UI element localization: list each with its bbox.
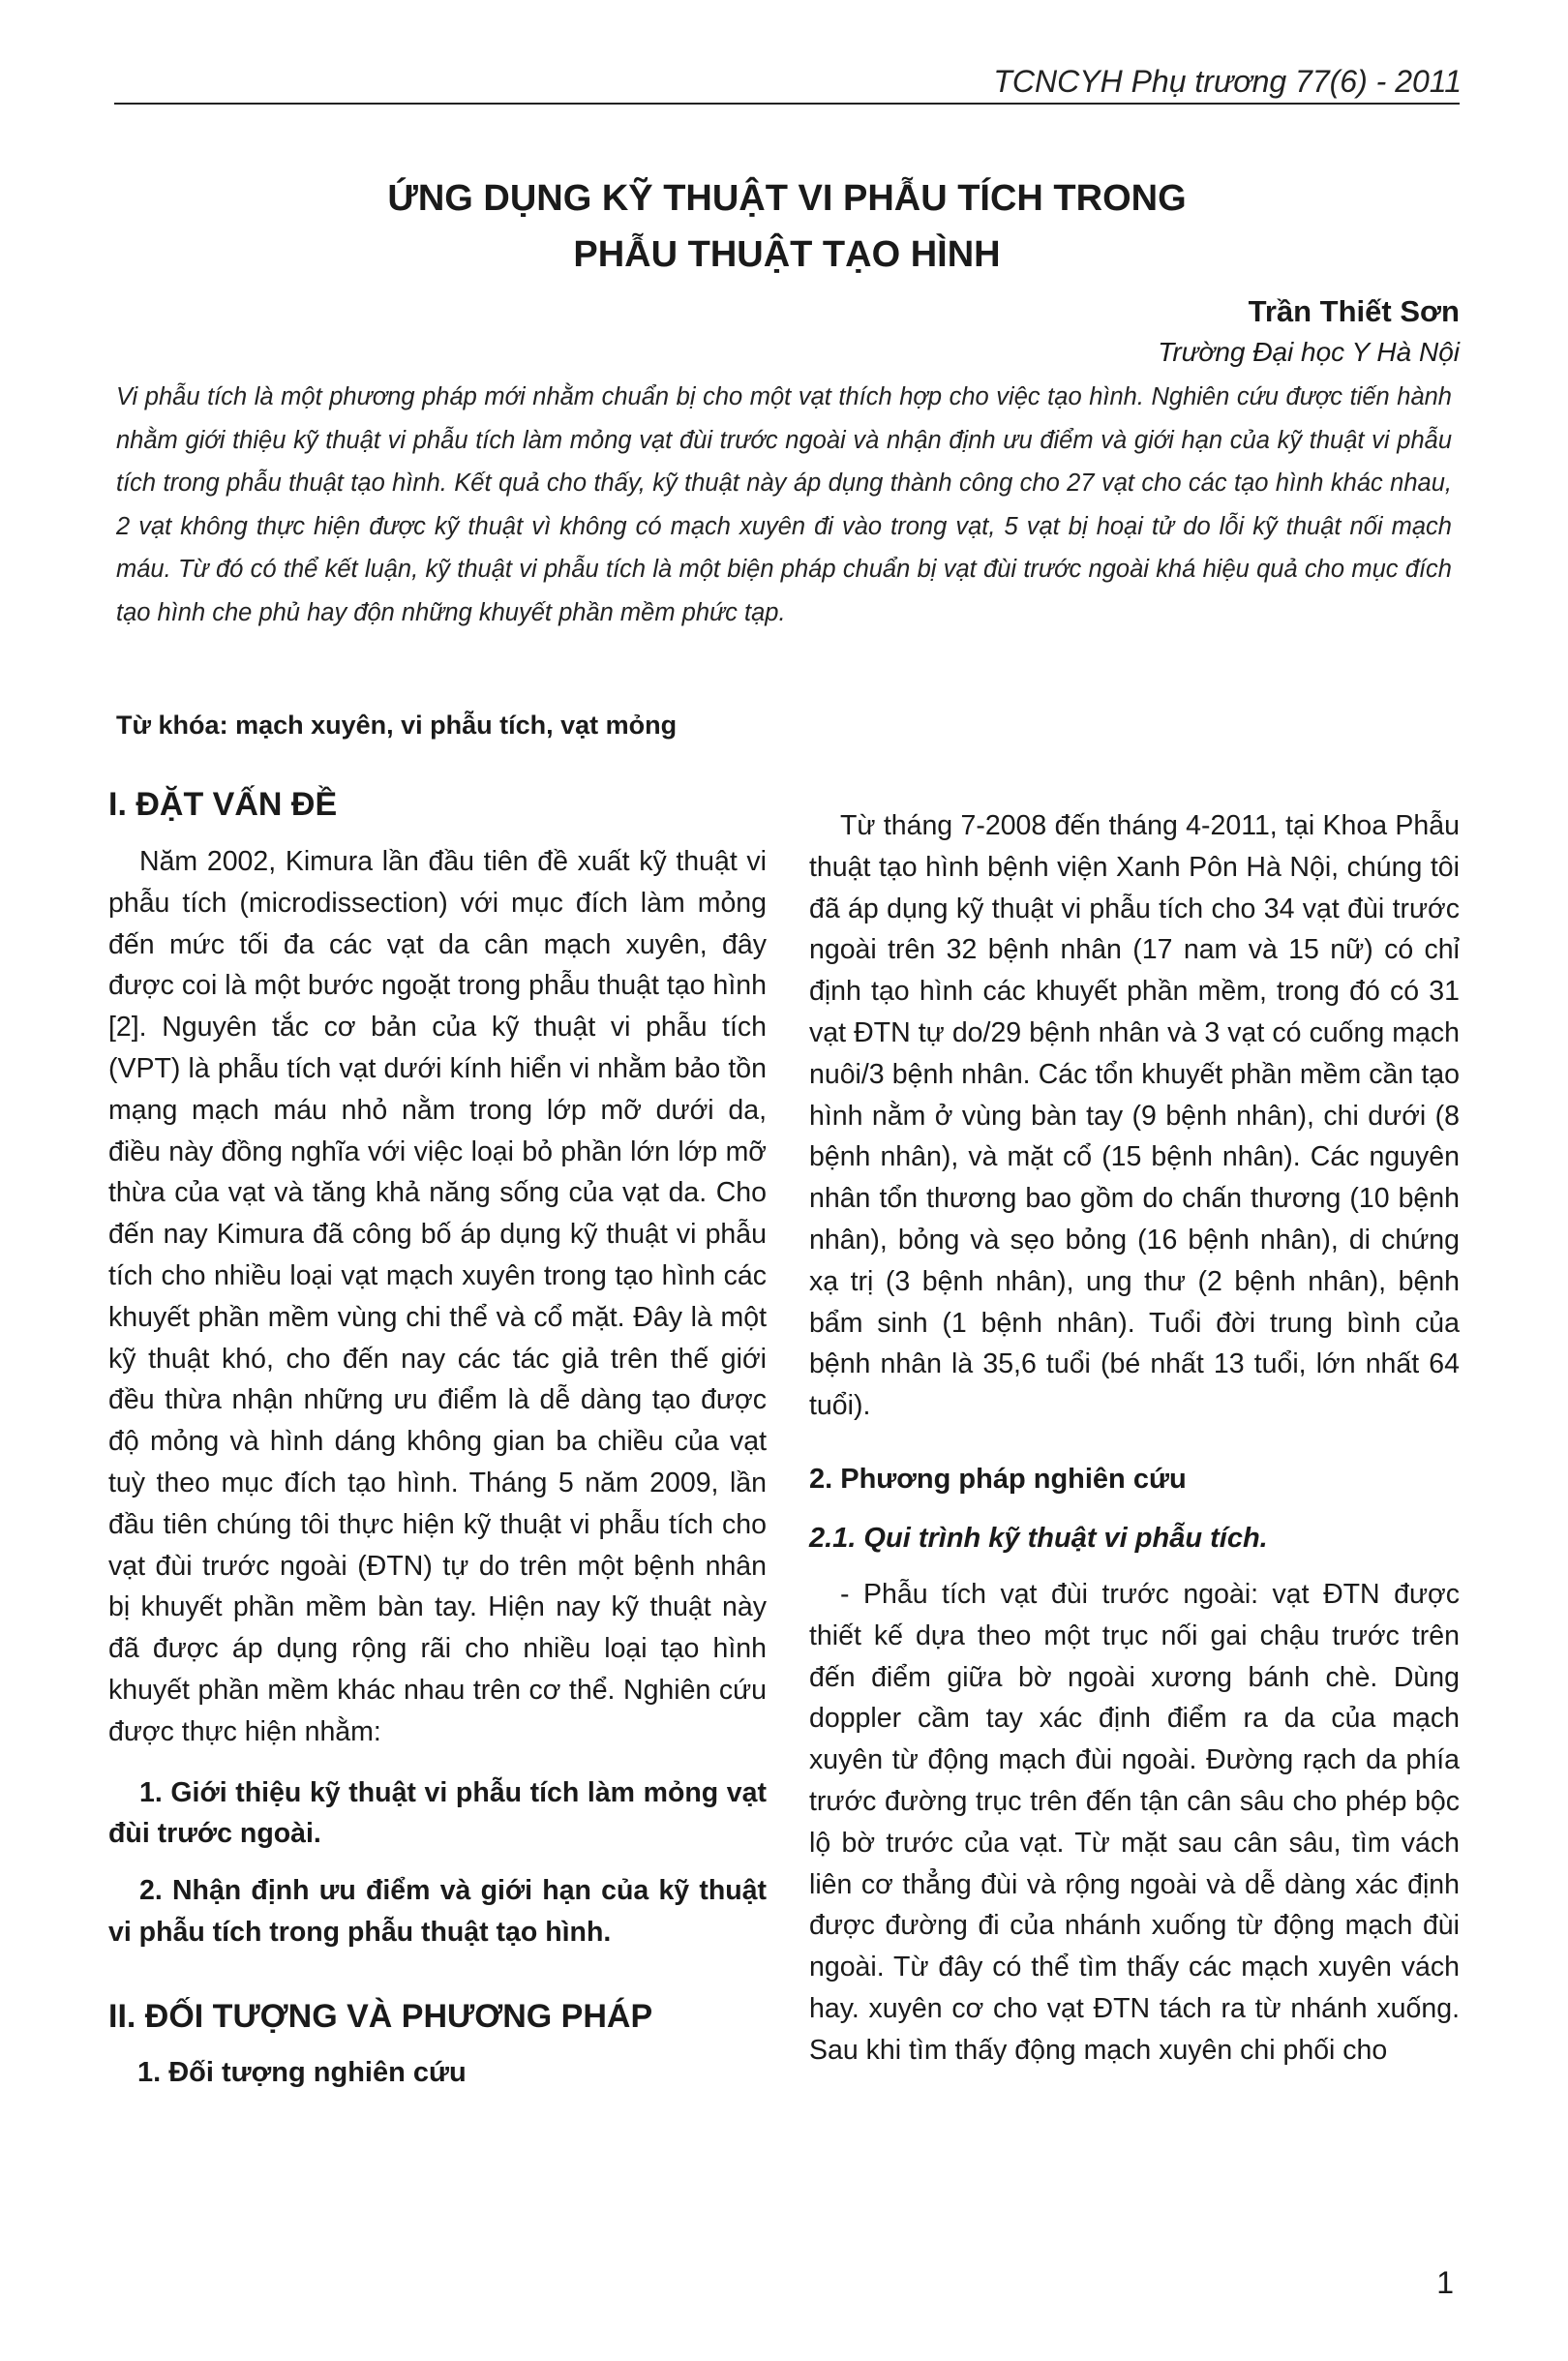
objective-1: 1. Giới thiệu kỹ thuật vi phẫu tích làm mỏng vạt đùi trước ngoài. — [108, 1776, 767, 1850]
author-name: Trần Thiết Sơn — [1248, 294, 1460, 328]
section-2-heading: II. ĐỐI TƯỢNG VÀ PHƯƠNG PHÁP — [108, 1997, 653, 2035]
header-rule — [114, 103, 1460, 105]
page-number: 1 — [1436, 2265, 1454, 2300]
journal-header: TCNCYH Phụ trương 77(6) - 2011 — [993, 64, 1462, 99]
keywords-value: mạch xuyên, vi phẫu tích, vạt mỏng — [227, 711, 678, 740]
article-title — [114, 170, 1460, 283]
subsection-1-heading: 1. Đối tượng nghiên cứu — [137, 2056, 467, 2088]
author-block — [1158, 290, 1460, 372]
abstract: Vi phẫu tích là một phương pháp mới nhằm chuẩn bị cho một vạt thích hợp cho việc tạo hình. Nghiên cứu được tiến hành nhằm giới thiệu kỹ thuật vi phẫu tích làm mỏng vạt đùi trước ngoài và nhận định ưu điểm và giới hạn của kỹ thuật vi phẫu tích trong phẫu thuật tạo hình. Kết quả cho thấy, kỹ thuật này áp dụng thành công cho 27 vạt cho các tạo hình khác nhau, 2 vạt không thực hiện được kỹ thuật vì không có mạch xuyên đi vào trong vạt, 5 vạt bị hoại tử do lỗi kỹ thuật nối mạch máu. Từ đó có thể kết luận, kỹ thuật vi phẫu tích là một biện pháp chuẩn bị vạt đùi trước ngoài khá hiệu quả cho mục đích tạo hình che phủ hay độn những khuyết phần mềm phức tạp. — [116, 383, 1452, 626]
subsection-2-1-heading: 2.1. Qui trình kỹ thuật vi phẫu tích. — [809, 1522, 1268, 1554]
title-line-2: PHẪU THUẬT TẠO HÌNH — [573, 234, 1001, 275]
title-line-1: ỨNG DỤNG KỸ THUẬT VI PHẪU TÍCH TRONG — [387, 178, 1187, 219]
section-1-paragraph: Năm 2002, Kimura lần đầu tiên đề xuất kỹ thuật vi phẫu tích (microdissection) với mục đích làm mỏng đến mức tối đa các vạt da cân mạch xuyên, đây được coi là một bước ngoặt trong phẫu thuật tạo hình [2]. Nguyên tắc cơ bản của kỹ thuật vi phẫu tích (VPT) là phẫu tích vạt dưới kính hiển vi nhằm bảo tồn mạng mạch máu nhỏ nằm trong lớp mỡ dưới da, điều này đồng nghĩa với việc loại bỏ phần lớn lớp mỡ thừa của vạt và tăng khả năng sống của vạt da. Cho đến nay Kimura đã công bố áp dụng kỹ thuật vi phẫu tích cho nhiều loại vạt mạch xuyên trong tạo hình các khuyết phần mềm vùng chi thể và cổ mặt. Đây là một kỹ thuật khó, cho đến nay các tác giả trên thế giới đều thừa nhận những ưu điểm là dễ dàng tạo được độ mỏng và hình dáng không gian ba chiều của vạt tuỳ theo mục đích tạo hình. Tháng 5 năm 2009, lần đầu tiên chúng tôi thực hiện kỹ thuật vi phẫu tích cho vạt đùi trước ngoài (ĐTN) tự do trên một bệnh nhân bị khuyết phần mềm bàn tay. Hiện nay kỹ thuật này đã được áp dụng rộng rãi cho nhiều loại tạo hình khuyết phần mềm khác nhau trên cơ thể. Nghiên cứu được thực hiện nhằm: — [108, 846, 767, 1747]
subsection-2-heading: 2. Phương pháp nghiên cứu — [809, 1463, 1187, 1495]
keywords-label: Từ khóa: — [116, 711, 228, 740]
right-paragraph-2: - Phẫu tích vạt đùi trước ngoài: vạt ĐTN được thiết kế dựa theo một trục nối gai chậu trước trên đến điểm giữa bờ ngoài xương bánh chè. Dùng doppler cầm tay xác định điểm ra da của mạch xuyên từ động mạch đùi ngoài. Đường rạch da phía trước đường trục trên đến tận cân sâu cho phép bộc lộ bờ trước của vạt. Từ mặt sau cân sâu, tìm vách liên cơ thẳng đùi và rộng ngoài và dễ dàng xác định được đường đi của nhánh xuống từ động mạch đùi ngoài. Từ đây có thể tìm thấy các mạch xuyên vách hay. xuyên cơ cho vạt ĐTN tách ra từ nhánh xuống. Sau khi tìm thấy động mạch xuyên chi phối cho — [809, 1578, 1460, 2066]
left-column — [108, 786, 767, 2089]
right-column — [809, 805, 1460, 2072]
right-paragraph-1: Từ tháng 7-2008 đến tháng 4-2011, tại Khoa Phẫu thuật tạo hình bệnh viện Xanh Pôn Hà Nội, chúng tôi đã áp dụng kỹ thuật vi phẫu tích cho 34 vạt đùi trước ngoài trên 32 bệnh nhân (17 nam và 15 nữ) có chỉ định tạo hình các khuyết phần mềm, trong đó có 31 vạt ĐTN tự do/29 bệnh nhân và 3 vạt có cuống mạch nuôi/3 bệnh nhân. Các tổn khuyết phần mềm cần tạo hình nằm ở vùng bàn tay (9 bệnh nhân), chi dưới (8 bệnh nhân), và mặt cổ (15 bệnh nhân). Các nguyên nhân tổn thương bao gồm do chấn thương (10 bệnh nhân), bỏng và sẹo bỏng (16 bệnh nhân), di chứng xạ trị (3 bệnh nhân), ung thư (2 bệnh nhân), bệnh bẩm sinh (1 bệnh nhân). Tuổi đời trung bình của bệnh nhân là 35,6 tuổi (bé nhất 13 tuổi, lớn nhất 64 tuổi). — [809, 810, 1460, 1422]
keywords — [116, 711, 1452, 741]
author-affiliation: Trường Đại học Y Hà Nội — [1158, 337, 1460, 367]
section-1-heading: I. ĐẶT VẤN ĐỀ — [108, 786, 338, 823]
objective-2: 2. Nhận định ưu điểm và giới hạn của kỹ thuật vi phẫu tích trong phẫu thuật tạo hình. — [108, 1875, 767, 1948]
